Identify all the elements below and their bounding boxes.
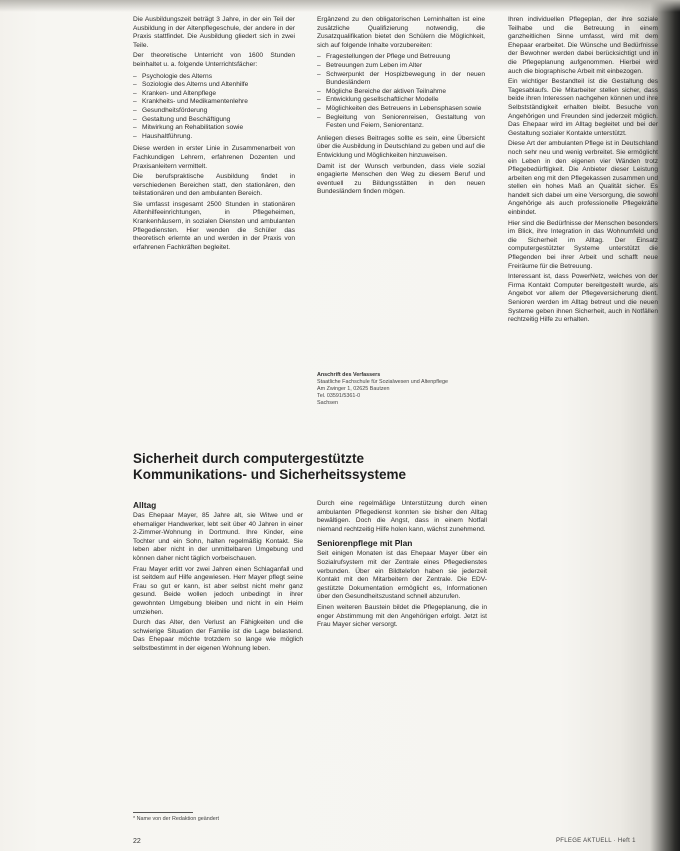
paragraph: Die berufspraktische Ausbildung findet in verschiedenen Bereichen statt, den stationären, den teilstationären und den ambulanten Bereich. xyxy=(133,173,295,198)
list-item: – Schwerpunkt der Hospizbewegung in der neuen Bundesländern xyxy=(317,71,485,88)
list-item: – Psychologie des Alterns xyxy=(133,73,295,82)
paragraph: Der theoretische Unterricht von 1600 Stunden beinhaltet u. a. folgende Unterrichtsfächer: xyxy=(133,52,295,68)
paragraph: Einen weiteren Baustein bildet die Pflegeplanung, die in enger Abstimmung mit den Angehörigen erfolgt. Jetzt ist Frau Mayer sicher versorgt. xyxy=(317,603,487,629)
journal-footer: PFLEGE AKTUELL · Heft 1 xyxy=(556,838,636,844)
list-item: – Gestaltung und Beschäftigung xyxy=(133,116,295,125)
author-address-box xyxy=(317,372,487,407)
paragraph: Damit ist der Wunsch verbunden, dass viele sozial engagierte Menschen den Weg zu diesem Beruf und eventuell zu Bildungsstätten in den neuen Bundesländern finden mögen. xyxy=(317,162,485,196)
footnote-rule xyxy=(133,812,193,813)
list-item: – Mögliche Bereiche der aktiven Teilnahme xyxy=(317,88,485,97)
list-item: – Haushaltführung. xyxy=(133,133,295,142)
address-line: Tel. 03591/5361-0 xyxy=(317,393,361,399)
list-item: – Kranken- und Altenpflege xyxy=(133,90,295,99)
column-2-bottom xyxy=(317,500,487,632)
paragraph: Durch eine regelmäßige Unterstützung durch einen ambulanten Pflegedienst konnten sie bisher den Alltag bewältigen. Doch die Angst, dass in einem Notfall niemand rechtzeitig Hilfe holen kann, wächst zunehmend. xyxy=(317,500,487,533)
paragraph: Die Ausbildungszeit beträgt 3 Jahre, in der ein Teil der Ausbildung in der Altenpflegeschule, der andere in der Praxis stattfindet. Die Ausbildung gliedert sich in zwei Teile. xyxy=(133,16,295,49)
paragraph: Durch das Alter, den Verlust an Fähigkeiten und die schwierige Situation der Familie ist die Lage belastend. Das Ehepaar möchte trotzdem so lange wie möglich selbstbestimmt in der eigenen Wohnung leben. xyxy=(133,619,303,652)
list-item: – Fragestellungen der Pflege und Betreuung xyxy=(317,53,485,62)
column-1-bottom xyxy=(133,500,303,656)
paragraph: Das Ehepaar Mayer, 85 Jahre alt, sie Witwe und er ehemaliger Handwerker, lebt seit über 40 Jahren in einer 2-Zimmer-Wohnung in Dortmund. Ihre Kinder, eine Tochter und ein Sohn, halten regelmäßig Kontakt. Sie leben aber nicht in der unmittelbaren Umgebung und können daher nicht täglich vorbeischauen. xyxy=(133,512,303,562)
list-item: – Mitwirkung an Rehabilitation sowie xyxy=(133,124,295,133)
list-item: – Betreuungen zum Leben im Alter xyxy=(317,62,485,71)
list-item: – Gesundheitsförderung xyxy=(133,107,295,116)
address-line: Am Zwinger 1, 02625 Bautzen xyxy=(317,386,390,392)
paragraph: Seit einigen Monaten ist das Ehepaar Mayer über ein Sozialrufsystem mit der Zentrale eines Pflegedienstes verbunden. Über ein Bildtelefon haben sie jederzeit Kontakt mit den Mitarbeitern der Zentrale. Die EDV-gestützte Dokumentation ermöglicht es, Informationen über den Gesundheitszustand schnell abzurufen. xyxy=(317,550,487,601)
subject-list xyxy=(133,73,295,142)
address-line: Sachsen xyxy=(317,400,338,406)
list-item: – Entwicklung gesellschaftlicher Modelle xyxy=(317,96,485,105)
paragraph: Frau Mayer erlitt vor zwei Jahren einen Schlaganfall und ist seitdem auf Hilfe angewiesen. Herr Mayer pflegt seine Frau so gut er kann, ist aber selbst nicht mehr ganz gesund. Beide wollen jedoch unbedingt in ihrer gewohnten Umgebung bleiben und nicht in ein Heim umziehen. xyxy=(133,565,303,616)
page-number: 22 xyxy=(133,838,141,845)
column-2-top xyxy=(317,16,485,199)
author-address-heading: Anschrift des Verfassers xyxy=(317,372,381,378)
list-item: – Krankheits- und Medikamentenlehre xyxy=(133,98,295,107)
article-headline: Sicherheit durch computergestützte Kommunikations- und Sicherheitssysteme xyxy=(133,451,407,482)
qualification-list xyxy=(317,53,485,130)
list-item: – Soziologie des Alterns und Altenhilfe xyxy=(133,81,295,90)
section-heading: Alltag xyxy=(133,500,157,510)
paragraph: Anliegen dieses Beitrages sollte es sein, eine Übersicht über die Ausbildung in Deutschland zu geben und auf die Entwicklung und Möglichkeiten hinzuweisen. xyxy=(317,134,485,159)
paragraph: Ein wichtiger Bestandteil ist die Gestaltung des Tagesablaufs. Die Mitarbeiter stellen sicher, dass beide ihren Interessen nachgehen können und ihre Selbstständigkeit erhalten bleibt. Besuche von Angehörigen und Freunden sind jederzeit möglich. Das Ehepaar wird im Alltag begleitet und bei der Gestaltung sozialer Kontakte unterstützt. xyxy=(508,78,658,137)
address-line: Staatliche Fachschule für Sozialwesen und Altenpflege xyxy=(317,379,448,385)
column-3 xyxy=(508,16,658,327)
paragraph: Diese Art der ambulanten Pflege ist in Deutschland noch sehr neu und wenig verbreitet. Sie ermöglicht ein Leben in den eigenen vier Wänden trotz Pflegebedürftigkeit. Die Anbieter dieser Leistung arbeiten eng mit den Pflegekassen zusammen und stellen ein hohes Maß an Qualität sicher. Es handelt sich dabei um eine Versorgung, die sowohl Angehörige als auch professionelle Pflegekräfte einbindet. xyxy=(508,140,658,217)
paragraph: Hier sind die Bedürfnisse der Menschen besonders im Blick, ihre Integration in das Wohnumfeld und die Sicherheit im Alltag. Der Einsatz computergestützter Systeme unterstützt die Pflegenden bei ihrer Arbeit und schafft neue Freiräume für die Betreuung. xyxy=(508,219,658,270)
section-heading: Seniorenpflege mit Plan xyxy=(317,538,413,549)
paragraph: Ergänzend zu den obligatorischen Lerninhalten ist eine zusätzliche Qualifizierung notwendig, die Zusatzqualifikation bietet den Schülern die Möglichkeit, sich auf folgende Inhalte vorzubereiten: xyxy=(317,16,485,49)
list-item: – Begleitung von Seniorenreisen, Gestaltung von Festen und Feiern, Seniorentanz. xyxy=(317,114,485,131)
paragraph: Ihren individuellen Pflegeplan, der ihre soziale Teilhabe und die Betreuung in einem ganzheitlichen Sinne umfasst, wird mit dem Ehepaar erarbeitet. Die Wünsche und Bedürfnisse der Bewohner werden dabei berücksichtigt und in die Pflegeplanung aufgenommen. Hierbei wird auch die biographische Arbeit mit einbezogen. xyxy=(508,16,658,75)
column-1-top xyxy=(133,16,295,254)
footnote: * Name von der Redaktion geändert xyxy=(133,816,220,822)
paragraph: Sie umfasst insgesamt 2500 Stunden in stationären Altenhilfeeinrichtungen, in Pflegeheimen, Krankenhäusern, in sozialen Diensten und ambulanten Pflegediensten. Hier wenden die Schüler das theoretisch erlernte an und werden in der Praxis von erfahrenen Fachkräften begleitet. xyxy=(133,200,295,251)
paragraph: Diese werden in erster Linie in Zusammenarbeit von Fachkundigen Lehrern, erfahrenen Dozenten und Praxisanleitern vermittelt. xyxy=(133,145,295,170)
list-item: – Möglichkeiten des Betreuens in Lebensphasen sowie xyxy=(317,105,485,114)
paragraph: Interessant ist, dass PowerNetz, welches von der Firma Kontakt Computer bereitgestellt wurde, als Angebot vor allem der Pflegeversicherung dient. Senioren werden im Alltag betreut und die neuen Systeme geben ihnen Sicherheit, auch in Notfällen rechtzeitig Hilfe zu erhalten. xyxy=(508,273,658,324)
